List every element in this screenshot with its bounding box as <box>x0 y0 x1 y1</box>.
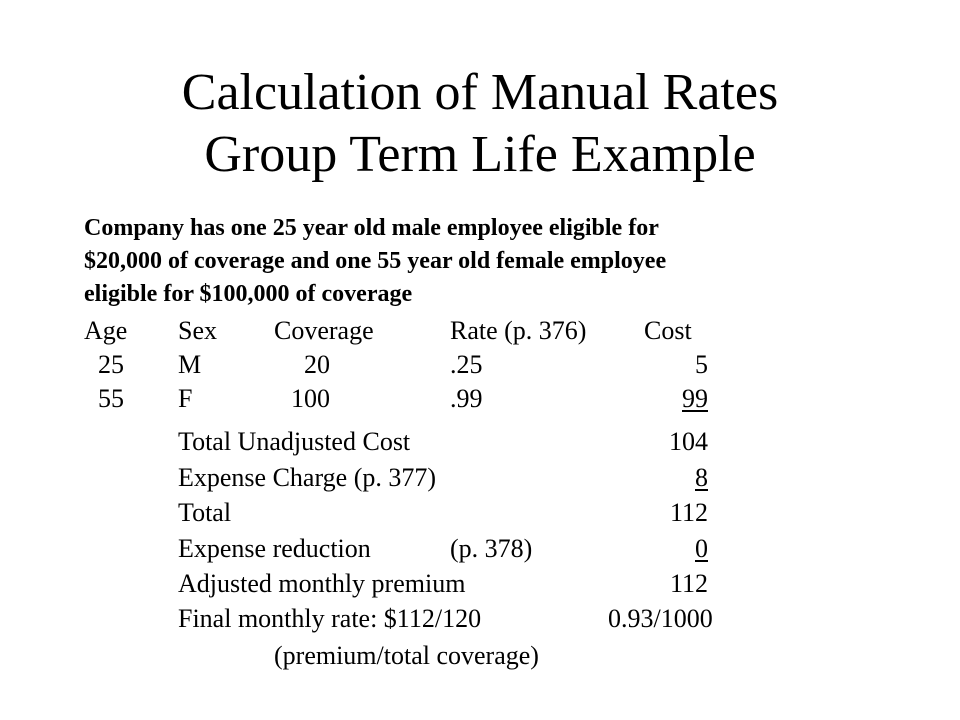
title-line-2: Group Term Life Example <box>204 126 756 183</box>
intro-line-3: eligible for $100,000 of coverage <box>84 281 413 307</box>
intro-paragraph <box>84 212 884 311</box>
row1-rate: .25 <box>450 350 483 379</box>
final-rate-label: Final monthly rate: $112/120 <box>178 604 482 633</box>
header-cost: Cost <box>644 316 692 345</box>
unadjusted-value: 104 <box>669 427 708 456</box>
intro-line-1: Company has one 25 year old male employee eligible for <box>84 215 659 241</box>
header-age: Age <box>84 316 128 345</box>
expense-reduction-value: 0 <box>695 534 708 563</box>
header-rate: Rate (p. 376) <box>450 316 587 345</box>
slide-title <box>0 62 960 186</box>
header-sex: Sex <box>178 316 217 345</box>
expense-charge-value: 8 <box>695 463 708 492</box>
expense-charge-label: Expense Charge (p. 377) <box>178 463 437 492</box>
adjusted-premium-value: 112 <box>669 569 708 598</box>
row1-age: 25 <box>98 350 124 379</box>
total-label: Total <box>178 498 232 527</box>
row1-coverage: 20 <box>304 350 330 379</box>
row2-cost: 99 <box>682 384 708 413</box>
expense-reduction-ref: (p. 378) <box>450 534 533 563</box>
final-rate-note: (premium/total coverage) <box>274 641 539 670</box>
total-value: 112 <box>669 498 708 527</box>
adjusted-premium-label: Adjusted monthly premium <box>178 569 466 598</box>
row1-sex: M <box>178 350 202 379</box>
title-line-1: Calculation of Manual Rates <box>181 64 779 121</box>
header-coverage: Coverage <box>274 316 374 345</box>
intro-line-2: $20,000 of coverage and one 55 year old female employee <box>84 248 667 274</box>
row2-coverage: 100 <box>291 384 330 413</box>
unadjusted-label: Total Unadjusted Cost <box>178 427 411 456</box>
row2-rate: .99 <box>450 384 483 413</box>
final-rate-value: 0.93/1000 <box>608 604 713 633</box>
expense-reduction-label: Expense reduction <box>178 534 371 563</box>
row2-age: 55 <box>98 384 124 413</box>
row1-cost: 5 <box>695 350 708 379</box>
row2-sex: F <box>178 384 193 413</box>
